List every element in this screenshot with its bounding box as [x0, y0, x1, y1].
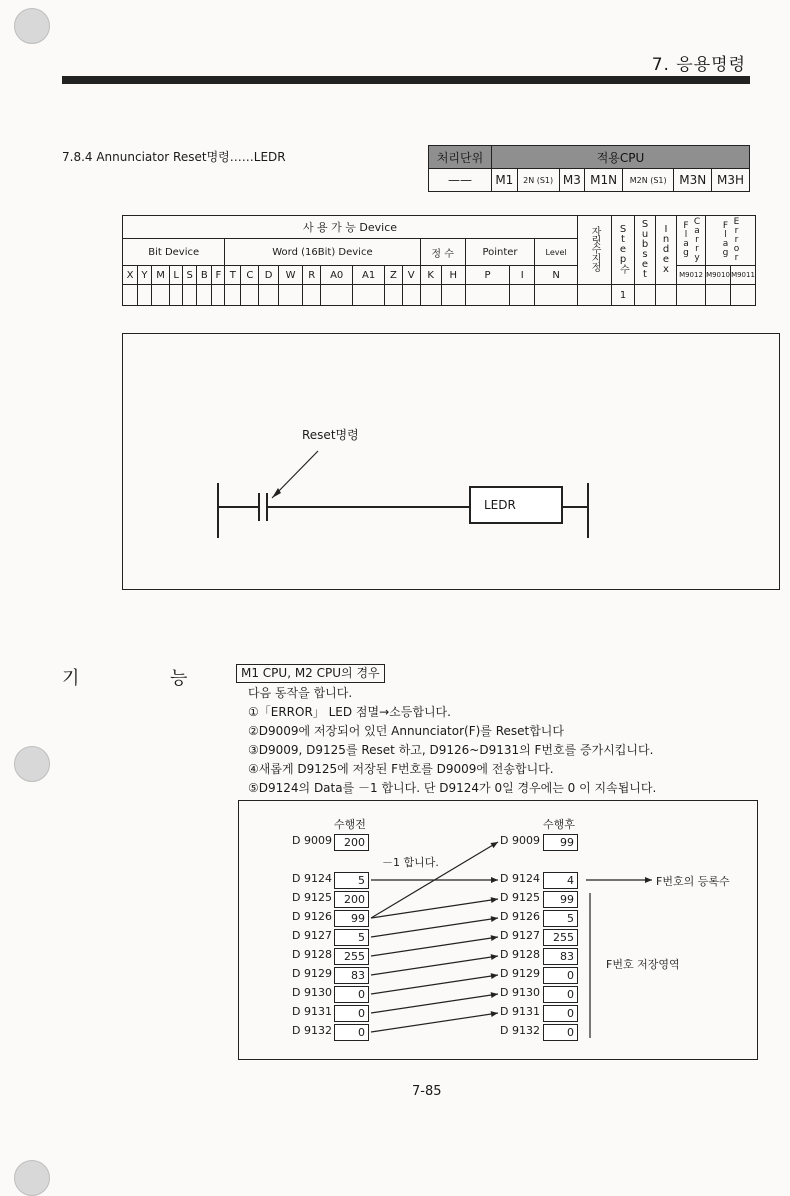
col-f: F — [212, 266, 225, 285]
register-label-after: D 9130 — [500, 986, 540, 999]
cpu-m1: M1 — [492, 169, 518, 192]
d9009-label-after: D 9009 — [500, 834, 540, 847]
col-v: V — [402, 266, 420, 285]
register-label-after: D 9124 — [500, 872, 540, 885]
arrow-shift-4-head — [491, 935, 498, 941]
register-label-after: D 9125 — [500, 891, 540, 904]
register-before-value: 200 — [334, 891, 369, 908]
cpu-m2n: M2N (S1) — [623, 169, 674, 192]
arrow-shift-3 — [371, 918, 498, 937]
error-flag-header: Error Flag — [706, 216, 756, 266]
function-item-2: ②D9009에 저장되어 있던 Annunciator(F)를 Reset합니다 — [248, 724, 564, 738]
col-r: R — [303, 266, 321, 285]
col-p: P — [465, 266, 509, 285]
d9009-label-before: D 9009 — [292, 834, 332, 847]
arrow-shift-7-head — [491, 992, 498, 998]
register-label-before: D 9125 — [292, 891, 332, 904]
arrow-shift-5-head — [491, 954, 498, 960]
d9009-before-value: 200 — [334, 834, 369, 851]
col-h: H — [441, 266, 465, 285]
register-label-before: D 9129 — [292, 967, 332, 980]
ladder-annotation: Reset명령 — [302, 428, 359, 442]
step-header: Step수 — [612, 216, 635, 285]
function-label-right: 능 — [170, 668, 188, 689]
col-a1: A1 — [353, 266, 385, 285]
register-before-value: 0 — [334, 1024, 369, 1041]
arrow-shift-4 — [371, 937, 498, 956]
register-label-after: D 9129 — [500, 967, 540, 980]
digit-spec-header: 자릿수지정 — [578, 216, 612, 285]
function-intro: 다음 동작을 합니다. — [248, 686, 353, 700]
flag-error-1: M9010 — [706, 266, 731, 285]
register-before-value: 5 — [334, 929, 369, 946]
register-before-value: 83 — [334, 967, 369, 984]
col-c: C — [241, 266, 259, 285]
col-s: S — [183, 266, 197, 285]
register-after-value: 0 — [543, 1005, 578, 1022]
d9009-after-value: 99 — [543, 834, 578, 851]
register-label-after: D 9128 — [500, 948, 540, 961]
register-after-value: 99 — [543, 891, 578, 908]
col-y: Y — [138, 266, 152, 285]
constant-header: 정 수 — [420, 239, 465, 266]
cpu-condition-box: M1 CPU, M2 CPU의 경우 — [236, 664, 385, 683]
arrow-to-d9009-head — [490, 842, 498, 848]
arrow-to-d9125-head — [491, 897, 498, 903]
col-t: T — [225, 266, 241, 285]
word-device-header: Word (16Bit) Device — [225, 239, 420, 266]
col-k: K — [420, 266, 441, 285]
register-label-after: D 9127 — [500, 929, 540, 942]
carry-flag-header: Carry Flag — [677, 216, 706, 266]
col-i: I — [510, 266, 535, 285]
step-value: 1 — [612, 285, 635, 306]
register-before-value: 255 — [334, 948, 369, 965]
arrow-shift-6-head — [491, 973, 498, 979]
unit-value: —— — [429, 169, 492, 192]
count-label: F번호의 등록수 — [656, 875, 730, 888]
cpu-m3n: M3N — [674, 169, 712, 192]
register-after-value: 0 — [543, 967, 578, 984]
section-title: 7.8.4 Annunciator Reset명령……LEDR — [62, 150, 286, 164]
register-after-value: 0 — [543, 986, 578, 1003]
register-after-value: 4 — [543, 872, 578, 889]
pointer-header: Pointer — [465, 239, 535, 266]
storage-label: F번호 저장영역 — [606, 958, 680, 971]
function-item-1: ①「ERROR」 LED 점멸→소등합니다. — [248, 705, 451, 719]
register-before-value: 0 — [334, 1005, 369, 1022]
cpu-m3: M3 — [559, 169, 585, 192]
function-item-3: ③D9009, D9125를 Reset 하고, D9126~D9131의 F번호를 증가시킵니다. — [248, 743, 654, 757]
function-item-4: ④새롭게 D9125에 저장된 F번호를 D9009에 전송합니다. — [248, 762, 554, 776]
col-d: D — [259, 266, 279, 285]
register-label-after: D 9126 — [500, 910, 540, 923]
unit-header: 처리단위 — [429, 146, 492, 169]
arrow-shift-5 — [371, 956, 498, 975]
cpu-m3h: M3H — [712, 169, 750, 192]
flag-error-2: M9011 — [731, 266, 756, 285]
col-n: N — [535, 266, 578, 285]
cpu-m1n: M1N — [585, 169, 623, 192]
register-label-after: D 9132 — [500, 1024, 540, 1037]
arrow-shift-8-head — [491, 1011, 498, 1017]
col-a0: A0 — [321, 266, 353, 285]
register-label-before: D 9128 — [292, 948, 332, 961]
arrow-shift-6 — [371, 975, 498, 994]
level-header: Level — [535, 239, 578, 266]
register-label-before: D 9131 — [292, 1005, 332, 1018]
index-header: Index — [656, 216, 677, 285]
col-z: Z — [385, 266, 403, 285]
register-label-before: D 9130 — [292, 986, 332, 999]
minus-one-label: －1 합니다. — [382, 856, 439, 869]
register-after-value: 5 — [543, 910, 578, 927]
arrow-d9124-head — [491, 877, 498, 883]
register-label-after: D 9131 — [500, 1005, 540, 1018]
register-after-value: 83 — [543, 948, 578, 965]
before-label: 수행전 — [334, 818, 366, 831]
page-number: 7-85 — [412, 1084, 442, 1099]
cpu-header: 적용CPU — [492, 146, 750, 169]
register-before-value: 0 — [334, 986, 369, 1003]
col-b: B — [197, 266, 212, 285]
register-after-value: 0 — [543, 1024, 578, 1041]
bit-device-header: Bit Device — [123, 239, 225, 266]
register-label-before: D 9124 — [292, 872, 332, 885]
register-before-value: 5 — [334, 872, 369, 889]
col-x: X — [123, 266, 138, 285]
arrow-shift-7 — [371, 994, 498, 1013]
cpu-2n: 2N (S1) — [517, 169, 559, 192]
chapter-title: 7. 응용명령 — [651, 55, 746, 75]
arrow-count-head — [645, 877, 652, 883]
arrow-shift-3-head — [491, 916, 498, 922]
arrow-to-d9125 — [371, 899, 498, 918]
ledr-instruction: LEDR — [484, 498, 516, 512]
col-m: M — [151, 266, 170, 285]
after-label: 수행후 — [543, 818, 575, 831]
subset-header: Subset — [635, 216, 656, 285]
usable-device-header: 사 용 가 능 Device — [123, 216, 578, 239]
arrow-shift-8 — [371, 1013, 498, 1032]
function-label-left: 기 — [62, 668, 80, 689]
col-w: W — [278, 266, 302, 285]
register-label-before: D 9126 — [292, 910, 332, 923]
register-label-before: D 9132 — [292, 1024, 332, 1037]
flag-carry: M9012 — [677, 266, 706, 285]
register-after-value: 255 — [543, 929, 578, 946]
register-label-before: D 9127 — [292, 929, 332, 942]
function-item-5: ⑤D9124의 Data를 －1 합니다. 단 D9124가 0일 경우에는 0 이 지속됩니다. — [248, 781, 657, 795]
col-l: L — [170, 266, 183, 285]
register-before-value: 99 — [334, 910, 369, 927]
